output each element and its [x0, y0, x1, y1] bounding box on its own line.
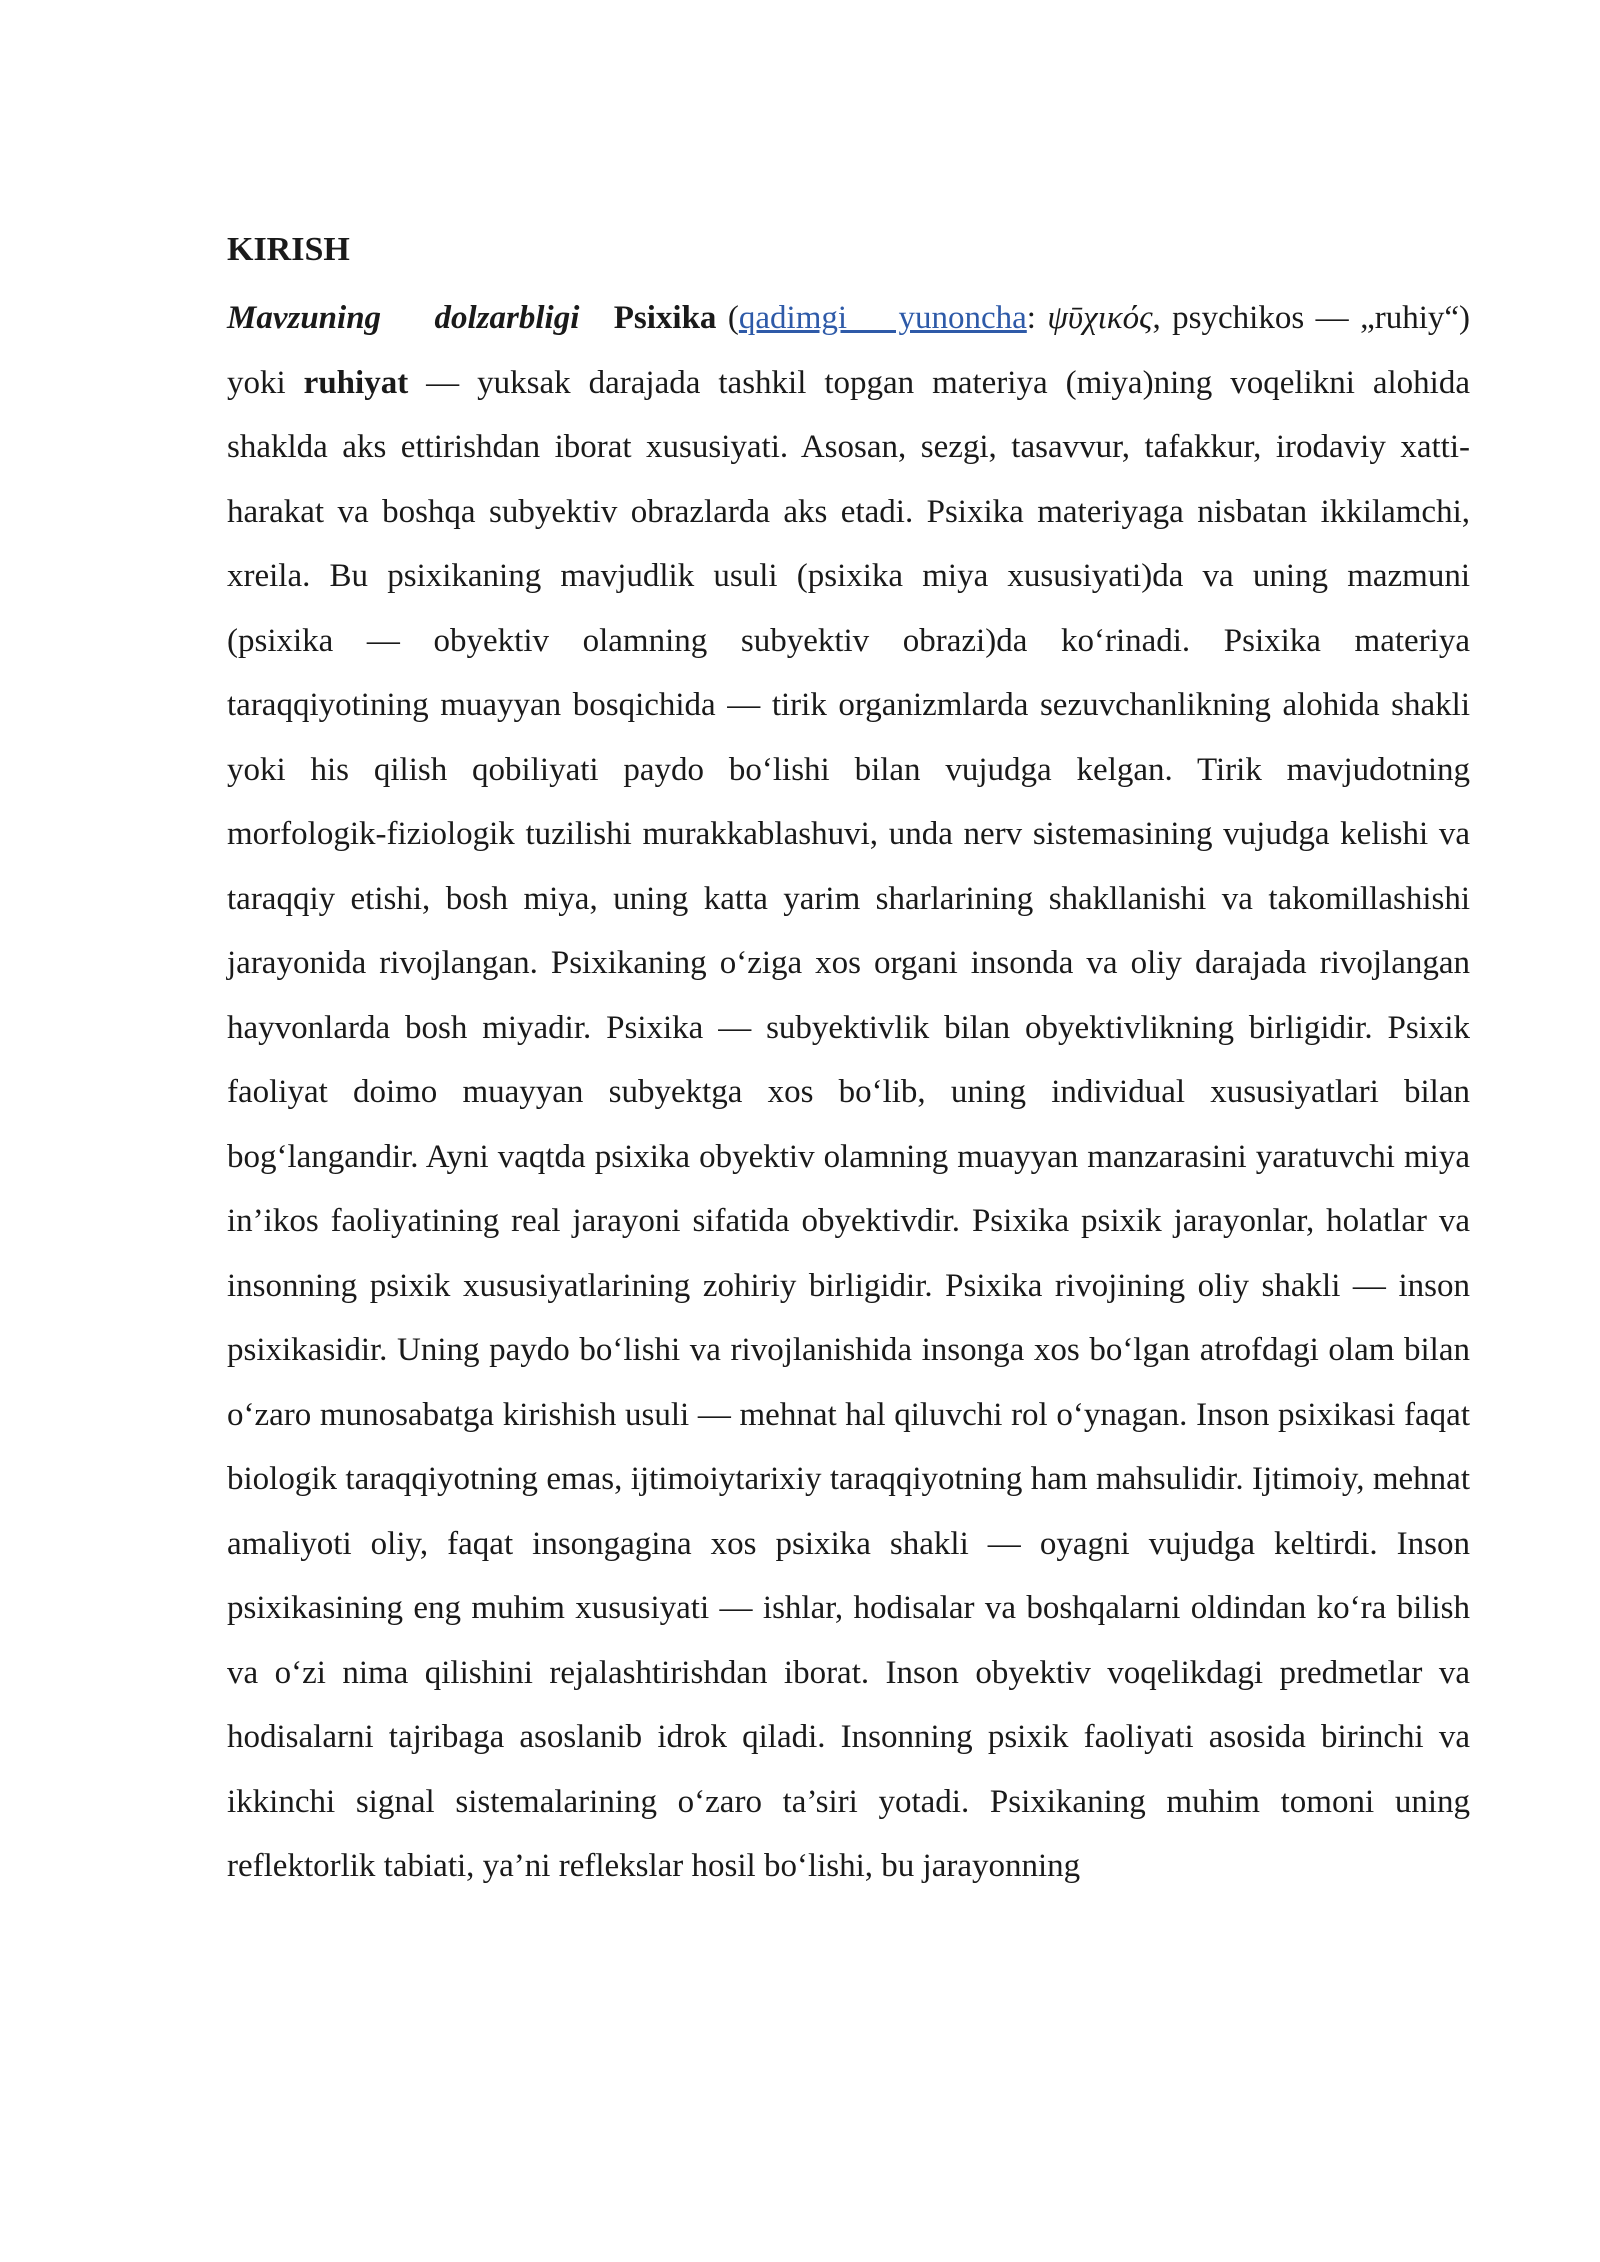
greek-word: ψῡχικός — [1047, 300, 1153, 336]
body-paragraph — [227, 286, 1470, 1899]
lead-label: Mavzuning dolzarbligi — [227, 300, 580, 336]
term-psixika: Psixika — [613, 300, 717, 336]
document-content — [227, 222, 1470, 1899]
body-text: — yuksak darajada tashkil topgan materiya (miya)ning voqelikni alohida shaklda aks ettirishdan iborat xususiyati. Asosan, sezgi, tasavvur, tafakkur, irodaviy xatti-harakat va boshqa subyektiv obrazlarda aks etadi. Psixika materiyaga nisbatan ikkilamchi, xreila. Bu psixikaning mavjudlik usuli (psixika miya xususiyati)da va uning mazmuni (psixika — obyektiv olamning subyektiv obrazi)da ko‘rinadi. Psixika materiya taraqqiyotining muayyan bosqichida — tirik organizmlarda sezuvchanlikning alohida shakli yoki his qilish qobiliyati paydo bo‘lishi bilan vujudga kelgan. Tirik mavjudotning morfologik-fiziologik tuzilishi murakkablashuvi, unda nerv sistemasining vujudga kelishi va taraqqiy etishi, bosh miya, uning katta yarim sharlarining shakllanishi va takomillashishi jarayonida rivojlangan. Psixikaning o‘ziga xos organi insonda va oliy darajada rivojlangan hayvonlarda bosh miyadir. Psixika — subyektivlik bilan obyektivlikning birligidir. Psixik faoliyat doimo muayyan subyektga xos bo‘lib, uning individual xususiyatlari bilan bog‘langandir. Ayni vaqtda psixika obyektiv olamning muayyan manzarasini yaratuvchi miya in’ikos faoliyatining real jarayoni sifatida obyektivdir. Psixika psixik jarayonlar, holatlar va insonning psixik xususiyatlarining zohiriy birligidir. Psixika rivojining oliy shakli — inson psixikasidir. Uning paydo bo‘lishi va rivojlanishida insonga xos bo‘lgan atrofdagi olam bilan o‘zaro munosabatga kirishish usuli — mehnat hal qiluvchi rol o‘ynagan. Inson psixikasi faqat biologik taraqqiyotning emas, ijtimoiytarixiy taraqqiyotning ham mahsulidir. Ijtimoiy, mehnat amaliyoti oliy, faqat insongagina xos psixika shakli — oyagni vujudga keltirdi. Inson psixikasining eng muhim xususiyati — ishlar, hodisalar va boshqalarni oldindan ko‘ra bilish va o‘zi nima qilishini rejalashtirishdan iborat. Inson obyektiv voqelikdagi predmetlar va hodisalarni tajribaga asoslanib idrok qiladi. Insonning psixik faoliyati asosida birinchi va ikkinchi signal sistemalarining o‘zaro ta’siri yotadi. Psixikaning muhim tomoni uning reflektorlik tabiati, ya’ni reflekslar hosil bo‘lishi, bu jarayonning — [227, 364, 1470, 1884]
term-ruhiyat: ruhiyat — [303, 364, 409, 401]
greek-language-link[interactable]: qadimgi yunoncha — [738, 300, 1027, 336]
section-heading: KIRISH — [227, 231, 350, 268]
after-greek-text: , psychikos — „ruhiy“) yoki — [227, 300, 1471, 401]
colon-text: : — [1026, 300, 1048, 336]
paren-open: ( — [716, 300, 739, 336]
